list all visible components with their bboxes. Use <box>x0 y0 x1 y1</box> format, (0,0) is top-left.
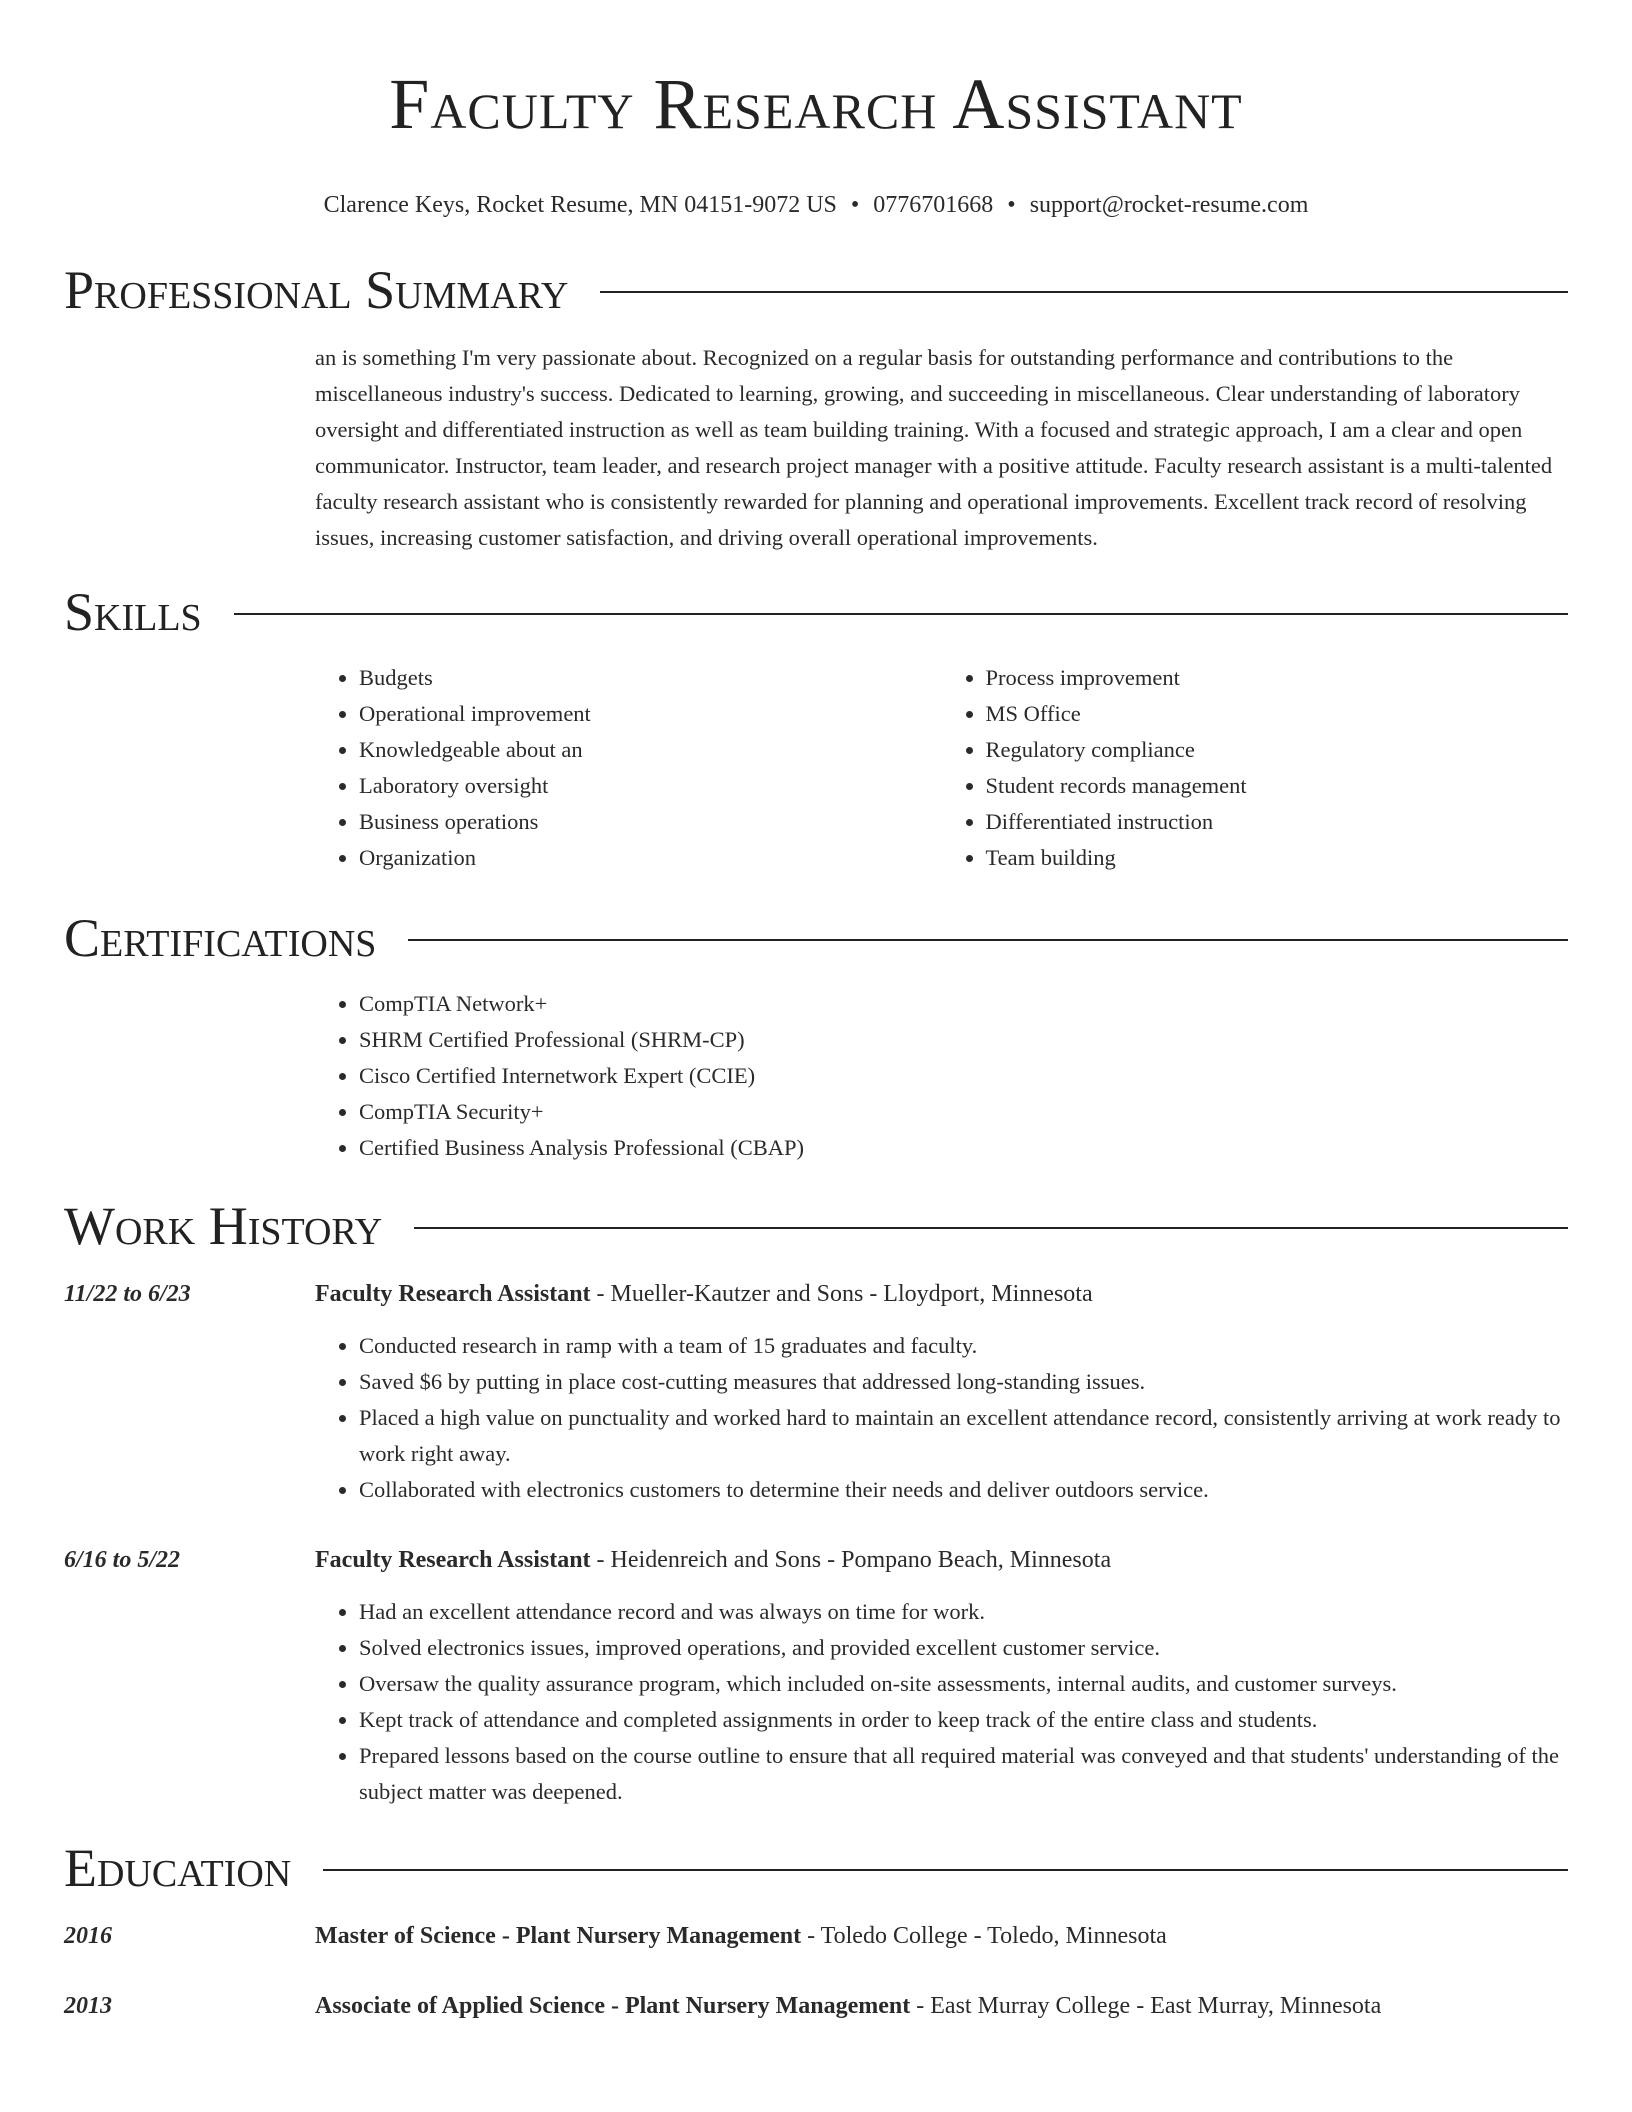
skill-item: • MS Office <box>986 696 1569 732</box>
summary-section-header <box>64 258 1568 322</box>
skill-item: • Differentiated instruction <box>986 804 1569 840</box>
job-bullet: • Saved $6 by putting in place cost-cutting measures that addressed long-standing issues. <box>359 1364 1568 1400</box>
certification-item: • SHRM Certified Professional (SHRM-CP) <box>359 1022 1568 1058</box>
skills-section-header <box>64 580 1568 644</box>
resume-page <box>64 0 1568 2024</box>
skills-column-right <box>942 660 1569 876</box>
contact-address: Clarence Keys, Rocket Resume, MN 04151-9072 US <box>323 192 837 218</box>
work-section-header <box>64 1194 1568 1258</box>
job-details: - Mueller-Kautzer and Sons - Lloydport, Minnesota <box>590 1281 1093 1307</box>
job-bullets <box>315 1594 1568 1810</box>
skill-item: • Operational improvement <box>359 696 942 732</box>
job-heading <box>315 1542 1568 1578</box>
skills-column-left <box>315 660 942 876</box>
job-details: - Heidenreich and Sons - Pompano Beach, Minnesota <box>590 1547 1112 1573</box>
skill-item: • Process improvement <box>986 660 1569 696</box>
skill-item: • Regulatory compliance <box>986 732 1569 768</box>
education-entry <box>64 1988 1568 2024</box>
certification-item: • Cisco Certified Internetwork Expert (CCIE) <box>359 1058 1568 1094</box>
job-title: Faculty Research Assistant <box>315 1547 591 1573</box>
education-entry <box>64 1918 1568 1954</box>
education-section-header <box>64 1836 1568 1900</box>
skills-heading: Skills <box>64 582 202 642</box>
skill-item: • Laboratory oversight <box>359 768 942 804</box>
job-heading <box>315 1276 1568 1312</box>
certifications-section-header <box>64 906 1568 970</box>
education-heading <box>315 1988 1568 2024</box>
education-heading <box>315 1918 1568 1954</box>
contact-separator: • <box>850 192 860 218</box>
job-bullet: • Oversaw the quality assurance program, which included on-site assessments, internal audits, and customer surveys. <box>359 1666 1568 1702</box>
skill-item: • Business operations <box>359 804 942 840</box>
job-entry <box>64 1276 1568 1312</box>
certifications-list <box>315 986 1568 1166</box>
job-bullet: • Had an excellent attendance record and was always on time for work. <box>359 1594 1568 1630</box>
education-details: - Toledo College - Toledo, Minnesota <box>801 1923 1167 1949</box>
contact-line <box>64 190 1568 220</box>
job-bullets <box>315 1328 1568 1508</box>
education-year: 2013 <box>64 1993 112 2019</box>
job-bullet: • Prepared lessons based on the course outline to ensure that all required material was conveyed and that students' understanding of the subject matter was deepened. <box>359 1738 1568 1810</box>
skill-item: • Team building <box>986 840 1569 876</box>
certifications-heading: Certifications <box>64 908 377 968</box>
contact-separator: • <box>1007 192 1016 218</box>
skill-item: • Student records management <box>986 768 1569 804</box>
education-heading: Education <box>64 1838 292 1898</box>
job-bullet: • Conducted research in ramp with a team of 15 graduates and faculty. <box>359 1328 1568 1364</box>
job-dates: 6/16 to 5/22 <box>64 1547 181 1573</box>
job-dates: 11/22 to 6/23 <box>64 1281 191 1307</box>
education-degree: Master of Science - Plant Nursery Management <box>315 1923 802 1949</box>
job-entry <box>64 1542 1568 1578</box>
summary-heading: Professional Summary <box>64 260 569 320</box>
skills-list <box>315 660 1568 876</box>
section-divider <box>323 1869 1568 1871</box>
section-divider <box>234 613 1568 615</box>
section-divider <box>600 291 1568 293</box>
contact-phone: 0776701668 <box>873 192 994 218</box>
summary-text: an is something I'm very passionate about. Recognized on a regular basis for outstanding performance and contributions to the miscellaneous industry's success. Dedicated to learning, growing, and succeeding in miscellaneous. Clear understanding of laboratory oversight and differentiated instruction as well as team building training. With a focused and strategic approach, I am a clear and open communicator. Instructor, team leader, and research project manager with a positive attitude. Faculty research assistant is a multi-talented faculty research assistant who is consistently rewarded for planning and operational improvements. Excellent track record of resolving issues, increasing customer satisfaction, and driving overall operational improvements. <box>315 345 1553 550</box>
education-degree: Associate of Applied Science - Plant Nursery Management <box>315 1993 911 2019</box>
skill-item: • Organization <box>359 840 942 876</box>
section-divider <box>414 1227 1568 1229</box>
certification-item: • Certified Business Analysis Professional (CBAP) <box>359 1130 1568 1166</box>
job-bullet: • Solved electronics issues, improved operations, and provided excellent customer service. <box>359 1630 1568 1666</box>
job-title: Faculty Research Assistant <box>315 1281 591 1307</box>
contact-email: support@rocket-resume.com <box>1029 192 1309 218</box>
certification-item: • CompTIA Network+ <box>359 986 1568 1022</box>
education-year: 2016 <box>64 1923 112 1949</box>
education-details: - East Murray College - East Murray, Minnesota <box>910 1993 1382 2019</box>
certification-item: • CompTIA Security+ <box>359 1094 1568 1130</box>
resume-name: Faculty Research Assistant <box>389 64 1243 144</box>
section-divider <box>408 939 1568 941</box>
skill-item: • Budgets <box>359 660 942 696</box>
job-bullet: • Placed a high value on punctuality and worked hard to maintain an excellent attendance record, consistently arriving at work ready to work right away. <box>359 1400 1568 1472</box>
work-heading: Work History <box>64 1196 383 1256</box>
job-bullet: • Kept track of attendance and completed assignments in order to keep track of the entire class and students. <box>359 1702 1568 1738</box>
job-bullet: • Collaborated with electronics customers to determine their needs and deliver outdoors service. <box>359 1472 1568 1508</box>
skill-item: • Knowledgeable about an <box>359 732 942 768</box>
